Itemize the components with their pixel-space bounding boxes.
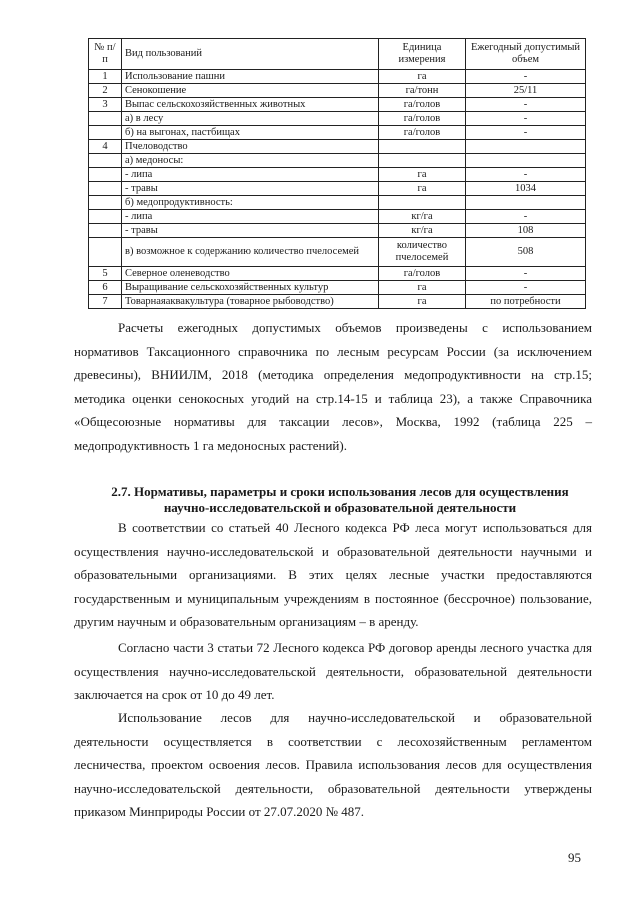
row-unit: кг/га bbox=[379, 224, 466, 238]
row-num: 5 bbox=[89, 267, 122, 281]
row-num bbox=[89, 238, 122, 267]
row-usage-type: - травы bbox=[122, 224, 379, 238]
forest-usage-table bbox=[88, 38, 586, 309]
row-unit bbox=[379, 196, 466, 210]
row-usage-type: Северное оленеводство bbox=[122, 267, 379, 281]
row-unit: га/голов bbox=[379, 98, 466, 112]
row-num bbox=[89, 168, 122, 182]
row-volume: по потребности bbox=[466, 295, 586, 309]
row-volume: - bbox=[466, 168, 586, 182]
row-usage-type: - травы bbox=[122, 182, 379, 196]
row-volume: 508 bbox=[466, 238, 586, 267]
row-unit: количество пчелосемей bbox=[379, 238, 466, 267]
row-unit bbox=[379, 154, 466, 168]
row-usage-type: Пчеловодство bbox=[122, 140, 379, 154]
forest-code-paragraph bbox=[74, 516, 592, 634]
row-usage-type: Выращивание сельскохозяйственных культур bbox=[122, 281, 379, 295]
row-volume: - bbox=[466, 267, 586, 281]
calculation-paragraph bbox=[74, 316, 592, 458]
row-unit: га/тонн bbox=[379, 84, 466, 98]
row-usage-type: Выпас сельскохозяйственных животных bbox=[122, 98, 379, 112]
table-row bbox=[89, 168, 586, 182]
row-usage-type: - липа bbox=[122, 168, 379, 182]
row-usage-type: Использование пашни bbox=[122, 70, 379, 84]
row-num: 7 bbox=[89, 295, 122, 309]
header-usage-type: Вид пользований bbox=[122, 39, 379, 70]
table-row bbox=[89, 84, 586, 98]
row-volume: - bbox=[466, 210, 586, 224]
header-unit: Единица измерения bbox=[379, 39, 466, 70]
table-row bbox=[89, 267, 586, 281]
row-usage-type: а) медоносы: bbox=[122, 154, 379, 168]
row-usage-type: б) медопродуктивность: bbox=[122, 196, 379, 210]
table-row bbox=[89, 112, 586, 126]
table-row bbox=[89, 281, 586, 295]
table-row bbox=[89, 70, 586, 84]
row-num: 4 bbox=[89, 140, 122, 154]
row-volume: - bbox=[466, 281, 586, 295]
row-volume: 108 bbox=[466, 224, 586, 238]
calculation-text: Расчеты ежегодных допустимых объемов произведены с использованием нормативов Таксационного справочника по лесным ресурсам России (за исключением древесины), ВНИИЛМ, 2018 (методика определения медопродуктивности на стр.15; методика оценки сенокосных угодий на стр.14-15 и таблица 23), а также Справочника «Общесоюзные нормативы для таксации лесов», Москва, 1992 (таблица 225 – медопродуктивность 1 га медоносных растений). bbox=[74, 320, 592, 453]
table-row bbox=[89, 196, 586, 210]
row-num bbox=[89, 182, 122, 196]
row-volume: - bbox=[466, 126, 586, 140]
row-unit bbox=[379, 140, 466, 154]
row-volume bbox=[466, 140, 586, 154]
row-usage-type: Товарнаяаквакультура (товарное рыбоводство) bbox=[122, 295, 379, 309]
row-unit: га/голов bbox=[379, 267, 466, 281]
row-unit: га/голов bbox=[379, 112, 466, 126]
row-usage-type: б) на выгонах, пастбищах bbox=[122, 126, 379, 140]
table-header-row bbox=[89, 39, 586, 70]
table-row bbox=[89, 154, 586, 168]
usage-rules-paragraph bbox=[74, 706, 592, 824]
header-annual-volume: Ежегодный допустимый объем bbox=[466, 39, 586, 70]
table-row bbox=[89, 140, 586, 154]
row-unit: га bbox=[379, 182, 466, 196]
row-volume: 25/11 bbox=[466, 84, 586, 98]
row-num bbox=[89, 196, 122, 210]
page-number: 95 bbox=[568, 850, 581, 865]
row-usage-type: Сенокошение bbox=[122, 84, 379, 98]
table-row bbox=[89, 238, 586, 267]
forest-code-text: В соответствии со статьей 40 Лесного кодекса РФ леса могут использоваться для осуществления научно-исследовательской и образовательной деятельности научными и образовательными организациями. В этих целях лесные участки предоставляются государственным и муниципальным учреждениям в постоянное (бессрочное) пользование, другим научным и образовательным организациям – в аренду. bbox=[74, 520, 592, 630]
row-unit: га bbox=[379, 70, 466, 84]
row-num bbox=[89, 154, 122, 168]
row-usage-type: - липа bbox=[122, 210, 379, 224]
row-volume: 1034 bbox=[466, 182, 586, 196]
table-row bbox=[89, 182, 586, 196]
lease-term-text: Согласно части 3 статьи 72 Лесного кодекса РФ договор аренды лесного участка для осуществления научно-исследовательской деятельности, образовательной деятельности заключается на срок от 10 до 49 лет. bbox=[74, 640, 592, 703]
header-num: № п/п bbox=[89, 39, 122, 70]
row-unit: га bbox=[379, 168, 466, 182]
row-num bbox=[89, 126, 122, 140]
row-num bbox=[89, 210, 122, 224]
row-usage-type: а) в лесу bbox=[122, 112, 379, 126]
row-unit: га bbox=[379, 281, 466, 295]
row-num bbox=[89, 224, 122, 238]
row-num bbox=[89, 112, 122, 126]
row-num: 6 bbox=[89, 281, 122, 295]
row-usage-type: в) возможное к содержанию количество пчелосемей bbox=[122, 238, 379, 267]
row-unit: га bbox=[379, 295, 466, 309]
row-volume bbox=[466, 154, 586, 168]
table-row bbox=[89, 224, 586, 238]
section-heading: 2.7. Нормативы, параметры и сроки использования лесов для осуществления научно-исследовательской и образовательной деятельности bbox=[111, 484, 569, 515]
row-unit: га/голов bbox=[379, 126, 466, 140]
usage-rules-text: Использование лесов для научно-исследовательской и образовательной деятельности осуществляется в соответствии с лесохозяйственным регламентом лесничества, проектом освоения лесов. Правила использования лесов для осуществления научно-исследовательской деятельности, образовательной деятельности утверждены приказом Минприроды России от 27.07.2020 № 487. bbox=[74, 710, 592, 820]
row-num: 3 bbox=[89, 98, 122, 112]
table-row bbox=[89, 295, 586, 309]
table-row bbox=[89, 126, 586, 140]
row-volume: - bbox=[466, 112, 586, 126]
row-num: 1 bbox=[89, 70, 122, 84]
row-volume: - bbox=[466, 98, 586, 112]
row-volume: - bbox=[466, 70, 586, 84]
table-row bbox=[89, 98, 586, 112]
lease-term-paragraph bbox=[74, 636, 592, 707]
row-unit: кг/га bbox=[379, 210, 466, 224]
row-num: 2 bbox=[89, 84, 122, 98]
row-volume bbox=[466, 196, 586, 210]
table-row bbox=[89, 210, 586, 224]
